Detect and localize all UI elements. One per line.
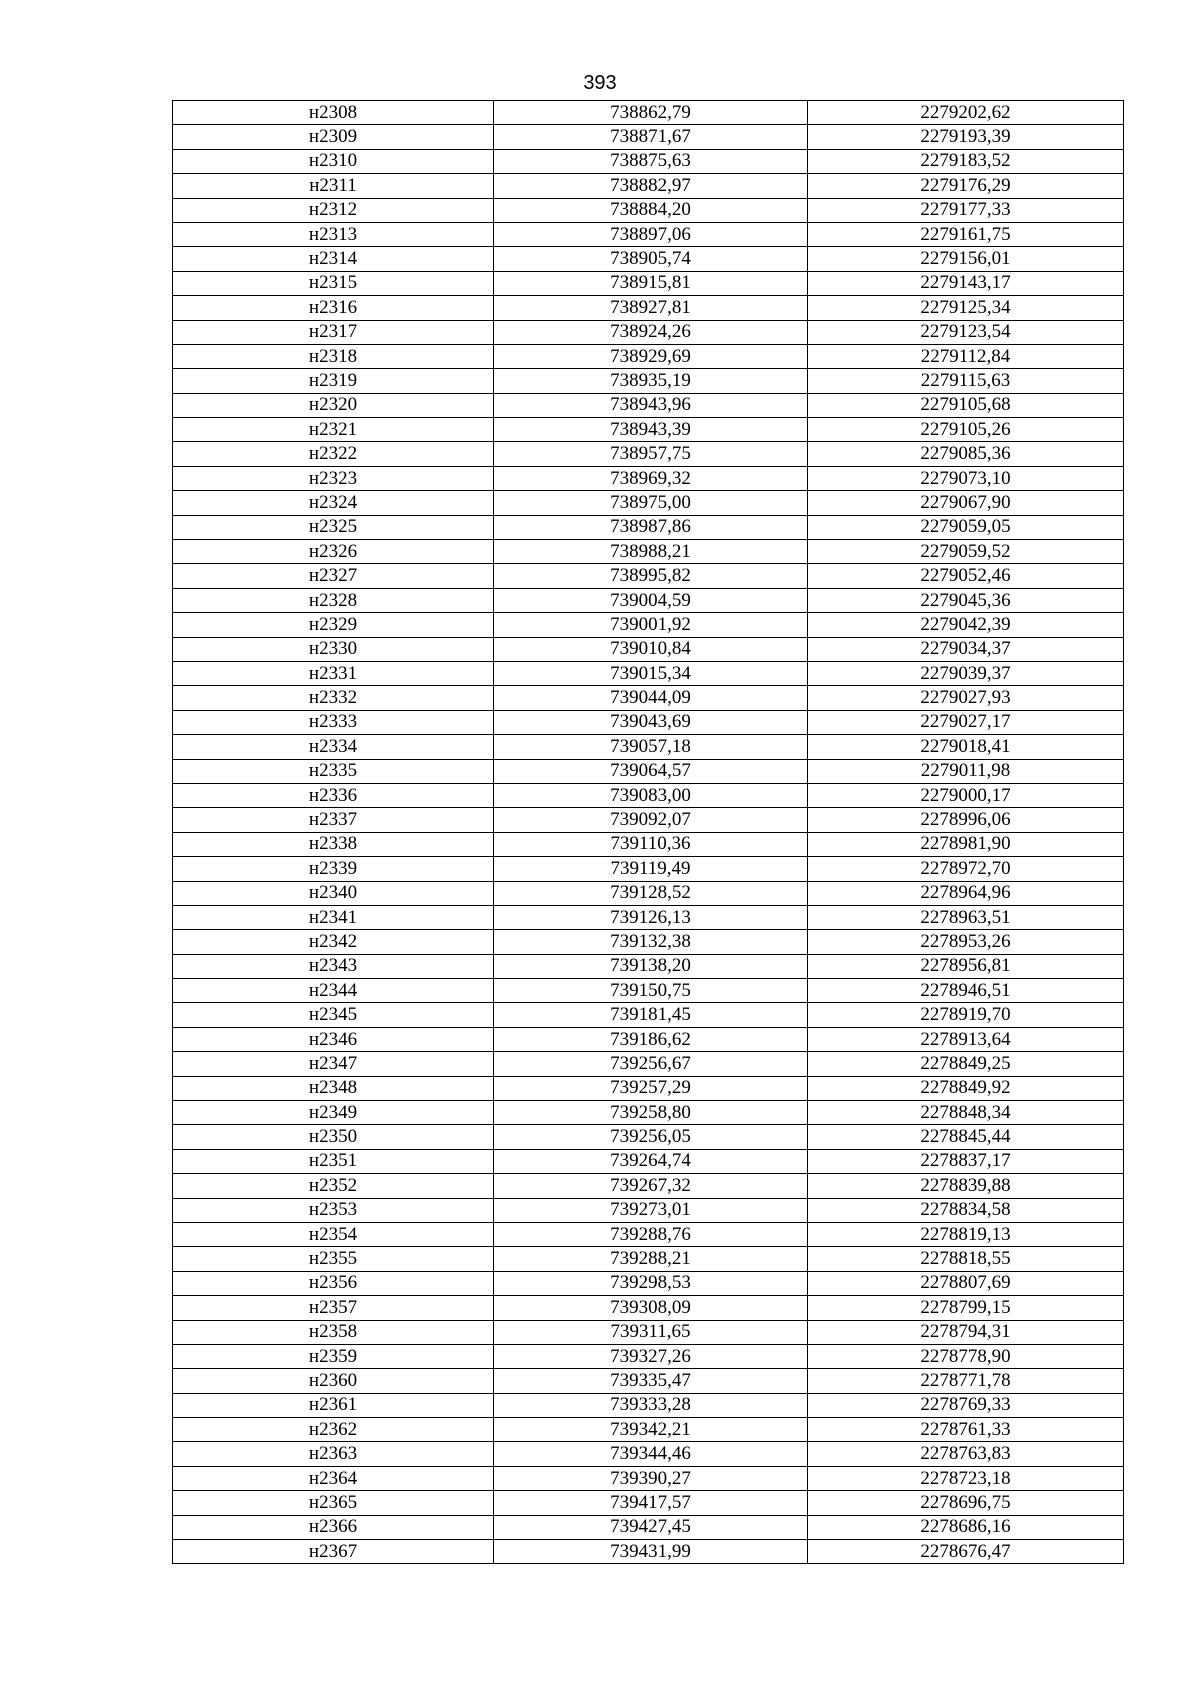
x-coordinate-cell: 739083,00 <box>494 783 808 807</box>
x-coordinate-cell: 738875,63 <box>494 149 808 173</box>
point-id-cell: н2320 <box>173 393 494 417</box>
y-coordinate-cell: 2278794,31 <box>808 1320 1124 1344</box>
point-id-cell: н2351 <box>173 1149 494 1173</box>
point-id-cell: н2311 <box>173 174 494 198</box>
table-row <box>173 393 1124 417</box>
point-id-cell: н2338 <box>173 832 494 856</box>
point-id-cell: н2321 <box>173 418 494 442</box>
point-id-cell: н2358 <box>173 1320 494 1344</box>
table-row <box>173 418 1124 442</box>
table-row <box>173 149 1124 173</box>
table-row <box>173 637 1124 661</box>
point-id-cell: н2327 <box>173 564 494 588</box>
x-coordinate-cell: 738943,96 <box>494 393 808 417</box>
table-row <box>173 1125 1124 1149</box>
point-id-cell: н2348 <box>173 1076 494 1100</box>
x-coordinate-cell: 739298,53 <box>494 1271 808 1295</box>
x-coordinate-cell: 739431,99 <box>494 1540 808 1564</box>
y-coordinate-cell: 2278946,51 <box>808 979 1124 1003</box>
x-coordinate-cell: 739256,05 <box>494 1125 808 1149</box>
x-coordinate-cell: 738924,26 <box>494 320 808 344</box>
y-coordinate-cell: 2279027,93 <box>808 686 1124 710</box>
table-row <box>173 1149 1124 1173</box>
x-coordinate-cell: 738987,86 <box>494 515 808 539</box>
y-coordinate-cell: 2279059,52 <box>808 540 1124 564</box>
y-coordinate-cell: 2279202,62 <box>808 101 1124 125</box>
y-coordinate-cell: 2278849,92 <box>808 1076 1124 1100</box>
x-coordinate-cell: 739390,27 <box>494 1466 808 1490</box>
x-coordinate-cell: 739064,57 <box>494 759 808 783</box>
point-id-cell: н2359 <box>173 1344 494 1368</box>
table-row <box>173 1247 1124 1271</box>
point-id-cell: н2333 <box>173 710 494 734</box>
x-coordinate-cell: 738871,67 <box>494 125 808 149</box>
x-coordinate-cell: 739181,45 <box>494 1003 808 1027</box>
table-row <box>173 1174 1124 1198</box>
x-coordinate-cell: 739327,26 <box>494 1344 808 1368</box>
point-id-cell: н2322 <box>173 442 494 466</box>
x-coordinate-cell: 738995,82 <box>494 564 808 588</box>
point-id-cell: н2308 <box>173 101 494 125</box>
x-coordinate-cell: 739264,74 <box>494 1149 808 1173</box>
y-coordinate-cell: 2279059,05 <box>808 515 1124 539</box>
table-row <box>173 369 1124 393</box>
y-coordinate-cell: 2278845,44 <box>808 1125 1124 1149</box>
y-coordinate-cell: 2278676,47 <box>808 1540 1124 1564</box>
point-id-cell: н2328 <box>173 588 494 612</box>
y-coordinate-cell: 2279027,17 <box>808 710 1124 734</box>
table-row <box>173 1393 1124 1417</box>
point-id-cell: н2341 <box>173 905 494 929</box>
table-row <box>173 540 1124 564</box>
table-row <box>173 857 1124 881</box>
point-id-cell: н2314 <box>173 247 494 271</box>
table-row <box>173 1296 1124 1320</box>
table-row <box>173 710 1124 734</box>
y-coordinate-cell: 2279018,41 <box>808 735 1124 759</box>
y-coordinate-cell: 2279067,90 <box>808 491 1124 515</box>
x-coordinate-cell: 739258,80 <box>494 1101 808 1125</box>
x-coordinate-cell: 739092,07 <box>494 808 808 832</box>
table-row <box>173 271 1124 295</box>
table-row <box>173 1369 1124 1393</box>
point-id-cell: н2313 <box>173 222 494 246</box>
y-coordinate-cell: 2278723,18 <box>808 1466 1124 1490</box>
y-coordinate-cell: 2279105,68 <box>808 393 1124 417</box>
y-coordinate-cell: 2279193,39 <box>808 125 1124 149</box>
x-coordinate-cell: 739344,46 <box>494 1442 808 1466</box>
point-id-cell: н2361 <box>173 1393 494 1417</box>
table-row <box>173 1003 1124 1027</box>
y-coordinate-cell: 2278799,15 <box>808 1296 1124 1320</box>
point-id-cell: н2343 <box>173 954 494 978</box>
y-coordinate-cell: 2279183,52 <box>808 149 1124 173</box>
x-coordinate-cell: 739288,21 <box>494 1247 808 1271</box>
x-coordinate-cell: 738969,32 <box>494 466 808 490</box>
point-id-cell: н2366 <box>173 1515 494 1539</box>
table-row <box>173 247 1124 271</box>
y-coordinate-cell: 2279115,63 <box>808 369 1124 393</box>
x-coordinate-cell: 739308,09 <box>494 1296 808 1320</box>
y-coordinate-cell: 2278818,55 <box>808 1247 1124 1271</box>
point-id-cell: н2325 <box>173 515 494 539</box>
table-row <box>173 588 1124 612</box>
point-id-cell: н2342 <box>173 930 494 954</box>
point-id-cell: н2365 <box>173 1491 494 1515</box>
table-row <box>173 759 1124 783</box>
y-coordinate-cell: 2279085,36 <box>808 442 1124 466</box>
y-coordinate-cell: 2278849,25 <box>808 1052 1124 1076</box>
y-coordinate-cell: 2278778,90 <box>808 1344 1124 1368</box>
table-row <box>173 198 1124 222</box>
point-id-cell: н2315 <box>173 271 494 295</box>
x-coordinate-cell: 738915,81 <box>494 271 808 295</box>
table-row <box>173 491 1124 515</box>
x-coordinate-cell: 739010,84 <box>494 637 808 661</box>
table-row <box>173 1491 1124 1515</box>
x-coordinate-cell: 739333,28 <box>494 1393 808 1417</box>
point-id-cell: н2360 <box>173 1369 494 1393</box>
y-coordinate-cell: 2278807,69 <box>808 1271 1124 1295</box>
y-coordinate-cell: 2279045,36 <box>808 588 1124 612</box>
point-id-cell: н2318 <box>173 344 494 368</box>
point-id-cell: н2364 <box>173 1466 494 1490</box>
point-id-cell: н2339 <box>173 857 494 881</box>
y-coordinate-cell: 2278769,33 <box>808 1393 1124 1417</box>
point-id-cell: н2354 <box>173 1222 494 1246</box>
y-coordinate-cell: 2278686,16 <box>808 1515 1124 1539</box>
table-row <box>173 881 1124 905</box>
y-coordinate-cell: 2279176,29 <box>808 174 1124 198</box>
point-id-cell: н2317 <box>173 320 494 344</box>
x-coordinate-cell: 738927,81 <box>494 296 808 320</box>
y-coordinate-cell: 2278834,58 <box>808 1198 1124 1222</box>
y-coordinate-cell: 2279125,34 <box>808 296 1124 320</box>
x-coordinate-cell: 739044,09 <box>494 686 808 710</box>
x-coordinate-cell: 739001,92 <box>494 613 808 637</box>
table-row <box>173 564 1124 588</box>
y-coordinate-cell: 2279011,98 <box>808 759 1124 783</box>
table-row <box>173 125 1124 149</box>
point-id-cell: н2323 <box>173 466 494 490</box>
y-coordinate-cell: 2278761,33 <box>808 1418 1124 1442</box>
point-id-cell: н2337 <box>173 808 494 832</box>
table-row <box>173 613 1124 637</box>
point-id-cell: н2335 <box>173 759 494 783</box>
point-id-cell: н2344 <box>173 979 494 1003</box>
x-coordinate-cell: 739138,20 <box>494 954 808 978</box>
y-coordinate-cell: 2279052,46 <box>808 564 1124 588</box>
y-coordinate-cell: 2278919,70 <box>808 1003 1124 1027</box>
table-row <box>173 1466 1124 1490</box>
y-coordinate-cell: 2279123,54 <box>808 320 1124 344</box>
x-coordinate-cell: 738882,97 <box>494 174 808 198</box>
x-coordinate-cell: 738884,20 <box>494 198 808 222</box>
y-coordinate-cell: 2279143,17 <box>808 271 1124 295</box>
table-row <box>173 1515 1124 1539</box>
x-coordinate-cell: 739126,13 <box>494 905 808 929</box>
point-id-cell: н2324 <box>173 491 494 515</box>
x-coordinate-cell: 739110,36 <box>494 832 808 856</box>
table-row <box>173 101 1124 125</box>
x-coordinate-cell: 739273,01 <box>494 1198 808 1222</box>
x-coordinate-cell: 739267,32 <box>494 1174 808 1198</box>
y-coordinate-cell: 2279112,84 <box>808 344 1124 368</box>
point-id-cell: н2355 <box>173 1247 494 1271</box>
table-row <box>173 1101 1124 1125</box>
table-row <box>173 954 1124 978</box>
x-coordinate-cell: 739342,21 <box>494 1418 808 1442</box>
point-id-cell: н2310 <box>173 149 494 173</box>
x-coordinate-cell: 739257,29 <box>494 1076 808 1100</box>
x-coordinate-cell: 739417,57 <box>494 1491 808 1515</box>
point-id-cell: н2319 <box>173 369 494 393</box>
table-row <box>173 1344 1124 1368</box>
x-coordinate-cell: 739004,59 <box>494 588 808 612</box>
table-row <box>173 1418 1124 1442</box>
point-id-cell: н2346 <box>173 1027 494 1051</box>
table-row <box>173 1540 1124 1564</box>
table-row <box>173 1027 1124 1051</box>
point-id-cell: н2345 <box>173 1003 494 1027</box>
y-coordinate-cell: 2279034,37 <box>808 637 1124 661</box>
table-row <box>173 783 1124 807</box>
point-id-cell: н2316 <box>173 296 494 320</box>
x-coordinate-cell: 739311,65 <box>494 1320 808 1344</box>
point-id-cell: н2367 <box>173 1540 494 1564</box>
y-coordinate-cell: 2279161,75 <box>808 222 1124 246</box>
y-coordinate-cell: 2278972,70 <box>808 857 1124 881</box>
table-row <box>173 1320 1124 1344</box>
point-id-cell: н2353 <box>173 1198 494 1222</box>
x-coordinate-cell: 739057,18 <box>494 735 808 759</box>
point-id-cell: н2330 <box>173 637 494 661</box>
x-coordinate-cell: 739132,38 <box>494 930 808 954</box>
x-coordinate-cell: 739043,69 <box>494 710 808 734</box>
point-id-cell: н2334 <box>173 735 494 759</box>
y-coordinate-cell: 2278953,26 <box>808 930 1124 954</box>
table-row <box>173 1271 1124 1295</box>
point-id-cell: н2357 <box>173 1296 494 1320</box>
y-coordinate-cell: 2278696,75 <box>808 1491 1124 1515</box>
x-coordinate-cell: 738929,69 <box>494 344 808 368</box>
x-coordinate-cell: 738988,21 <box>494 540 808 564</box>
table-row <box>173 296 1124 320</box>
y-coordinate-cell: 2279156,01 <box>808 247 1124 271</box>
table-row <box>173 515 1124 539</box>
table-row <box>173 661 1124 685</box>
table-row <box>173 1442 1124 1466</box>
x-coordinate-cell: 738905,74 <box>494 247 808 271</box>
table-row <box>173 832 1124 856</box>
point-id-cell: н2326 <box>173 540 494 564</box>
x-coordinate-cell: 739015,34 <box>494 661 808 685</box>
y-coordinate-cell: 2278771,78 <box>808 1369 1124 1393</box>
page-number: 393 <box>583 72 617 94</box>
table-row <box>173 174 1124 198</box>
table-row <box>173 808 1124 832</box>
point-id-cell: н2349 <box>173 1101 494 1125</box>
table-row <box>173 1076 1124 1100</box>
table-row <box>173 1198 1124 1222</box>
y-coordinate-cell: 2279105,26 <box>808 418 1124 442</box>
table-row <box>173 1052 1124 1076</box>
x-coordinate-cell: 738943,39 <box>494 418 808 442</box>
x-coordinate-cell: 738935,19 <box>494 369 808 393</box>
table-row <box>173 905 1124 929</box>
point-id-cell: н2309 <box>173 125 494 149</box>
x-coordinate-cell: 739119,49 <box>494 857 808 881</box>
point-id-cell: н2350 <box>173 1125 494 1149</box>
point-id-cell: н2363 <box>173 1442 494 1466</box>
x-coordinate-cell: 739288,76 <box>494 1222 808 1246</box>
y-coordinate-cell: 2278763,83 <box>808 1442 1124 1466</box>
table-row <box>173 344 1124 368</box>
table-row <box>173 735 1124 759</box>
table-row <box>173 320 1124 344</box>
y-coordinate-cell: 2278848,34 <box>808 1101 1124 1125</box>
y-coordinate-cell: 2278964,96 <box>808 881 1124 905</box>
y-coordinate-cell: 2278981,90 <box>808 832 1124 856</box>
x-coordinate-cell: 739427,45 <box>494 1515 808 1539</box>
table-row <box>173 222 1124 246</box>
y-coordinate-cell: 2278996,06 <box>808 808 1124 832</box>
x-coordinate-cell: 738862,79 <box>494 101 808 125</box>
point-id-cell: н2356 <box>173 1271 494 1295</box>
x-coordinate-cell: 739186,62 <box>494 1027 808 1051</box>
table-row <box>173 686 1124 710</box>
table-row <box>173 930 1124 954</box>
x-coordinate-cell: 738975,00 <box>494 491 808 515</box>
coordinates-table <box>172 100 1124 1564</box>
y-coordinate-cell: 2279039,37 <box>808 661 1124 685</box>
table-row <box>173 466 1124 490</box>
point-id-cell: н2336 <box>173 783 494 807</box>
point-id-cell: н2331 <box>173 661 494 685</box>
y-coordinate-cell: 2278963,51 <box>808 905 1124 929</box>
table-row <box>173 442 1124 466</box>
y-coordinate-cell: 2278913,64 <box>808 1027 1124 1051</box>
y-coordinate-cell: 2279073,10 <box>808 466 1124 490</box>
coordinates-table-body <box>173 101 1124 1564</box>
point-id-cell: н2329 <box>173 613 494 637</box>
x-coordinate-cell: 738957,75 <box>494 442 808 466</box>
y-coordinate-cell: 2279042,39 <box>808 613 1124 637</box>
point-id-cell: н2352 <box>173 1174 494 1198</box>
table-row <box>173 1222 1124 1246</box>
y-coordinate-cell: 2279177,33 <box>808 198 1124 222</box>
x-coordinate-cell: 739128,52 <box>494 881 808 905</box>
y-coordinate-cell: 2279000,17 <box>808 783 1124 807</box>
point-id-cell: н2312 <box>173 198 494 222</box>
point-id-cell: н2340 <box>173 881 494 905</box>
point-id-cell: н2362 <box>173 1418 494 1442</box>
y-coordinate-cell: 2278839,88 <box>808 1174 1124 1198</box>
point-id-cell: н2347 <box>173 1052 494 1076</box>
y-coordinate-cell: 2278837,17 <box>808 1149 1124 1173</box>
point-id-cell: н2332 <box>173 686 494 710</box>
x-coordinate-cell: 739335,47 <box>494 1369 808 1393</box>
x-coordinate-cell: 739150,75 <box>494 979 808 1003</box>
y-coordinate-cell: 2278956,81 <box>808 954 1124 978</box>
x-coordinate-cell: 739256,67 <box>494 1052 808 1076</box>
y-coordinate-cell: 2278819,13 <box>808 1222 1124 1246</box>
table-row <box>173 979 1124 1003</box>
x-coordinate-cell: 738897,06 <box>494 222 808 246</box>
